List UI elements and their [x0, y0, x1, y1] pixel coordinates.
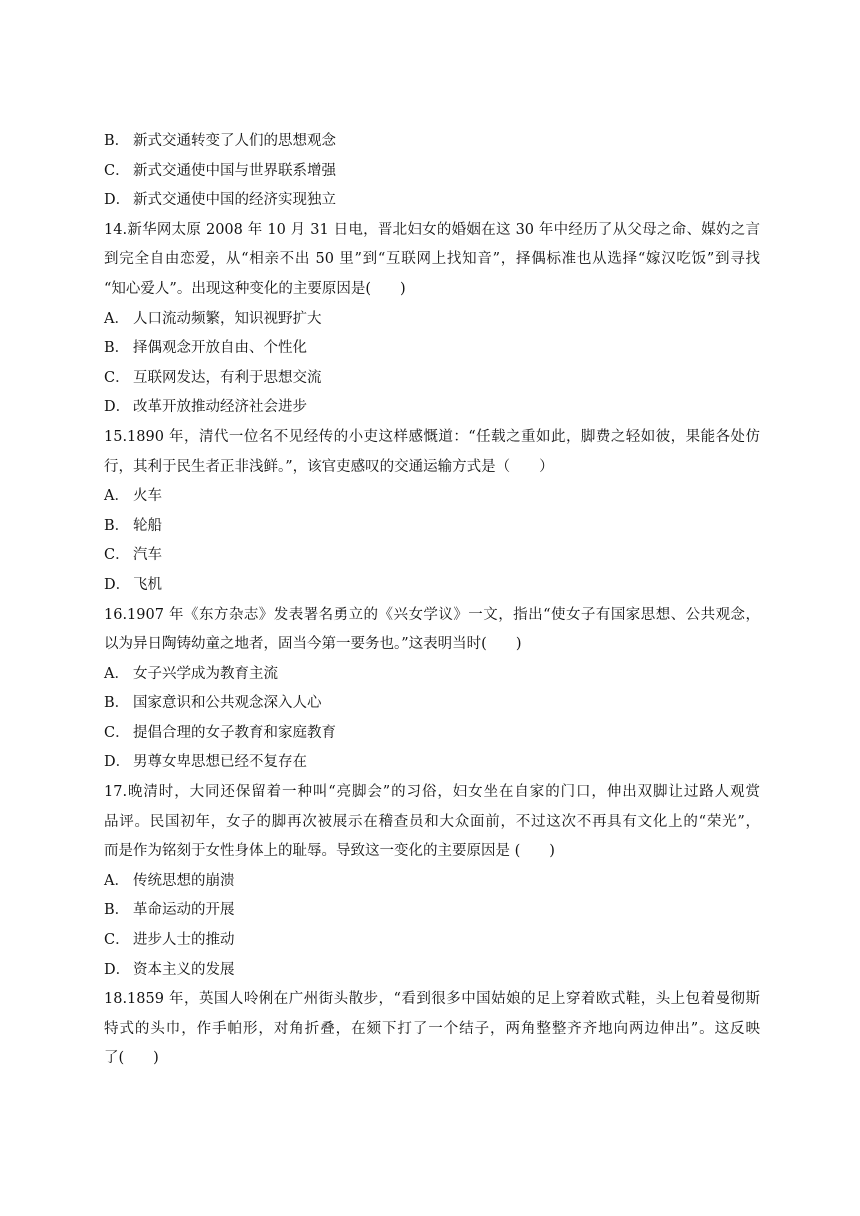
option-letter: D．: [104, 576, 131, 593]
question-15-stem: [104, 423, 760, 482]
option-letter: B．: [104, 133, 130, 149]
option-letter: C．: [104, 369, 130, 386]
question-line: 15.1890 年，清代一位名不见经传的小吏这样感慨道：“任载之重如此，脚费之轻如彼，果能各处仿: [104, 428, 760, 445]
option-letter: B．: [104, 695, 130, 712]
question-line: 了( ): [104, 1050, 159, 1067]
option-letter: C．: [104, 162, 130, 179]
question-line: “知心爱人”。出现这种变化的主要原因是( ): [104, 280, 406, 297]
question-line: 18.1859 年，英国人呤俐在广州街头散步，“看到很多中国姑娘的足上穿着欧式鞋，头上包着曼彻斯: [104, 991, 760, 1008]
option-letter: A．: [104, 872, 129, 889]
option-letter: B．: [104, 517, 130, 534]
option-b: [104, 127, 760, 157]
question-15-option-b: [104, 512, 760, 542]
question-line: 特式的头巾，作手帕形，对角折叠，在颏下打了一个结子，两角整整齐齐地向两边伸出”。这反映: [104, 1020, 760, 1037]
option-text: 女子兴学成为教育主流: [133, 665, 278, 682]
option-letter: C．: [104, 724, 130, 741]
question-line: 行，其利于民生者正非浅鲜。”，该官吏感叹的交通运输方式是（ ）: [104, 458, 554, 475]
option-d: [104, 186, 760, 216]
option-letter: A．: [104, 665, 129, 682]
question-line: 到完全自由恋爱，从“相亲不出 50 里”到“互联网上找知音”，择偶标准也从选择“嫁汉吃饭”到寻找: [104, 251, 760, 268]
question-line: 以为异日陶铸幼童之地者，固当今第一要务也。”这表明当时( ): [104, 636, 522, 653]
question-17-option-b: [104, 896, 760, 926]
option-c: [104, 157, 760, 187]
question-15-option-d: [104, 571, 760, 601]
question-16-option-a: [104, 660, 760, 690]
option-text: 人口流动频繁，知识视野扩大: [133, 310, 322, 327]
option-letter: D．: [104, 399, 131, 416]
option-letter: C．: [104, 932, 130, 949]
question-line: 17.晚清时，大同还保留着一种叫“亮脚会”的习俗，妇女坐在自家的门口，伸出双脚让过路人观赏: [104, 784, 760, 801]
option-text: 提倡合理的女子教育和家庭教育: [133, 724, 336, 741]
option-text: 新式交通使中国与世界联系增强: [133, 162, 336, 179]
question-16-option-c: [104, 719, 760, 749]
option-letter: A．: [104, 310, 129, 327]
option-text: 资本主义的发展: [133, 961, 235, 978]
option-text: 进步人士的推动: [133, 932, 235, 949]
question-14-stem: [104, 216, 760, 305]
option-letter: A．: [104, 488, 129, 505]
question-15-option-c: [104, 541, 760, 571]
option-text: 汽车: [133, 547, 162, 564]
question-17-option-c: [104, 926, 760, 956]
question-17-option-d: [104, 956, 760, 986]
option-text: 男尊女卑思想已经不复存在: [133, 754, 307, 771]
option-text: 互联网发达，有利于思想交流: [133, 369, 322, 386]
option-text: 火车: [133, 488, 162, 505]
question-17-stem: [104, 778, 760, 867]
option-text: 轮船: [133, 517, 162, 534]
question-14-option-a: [104, 305, 760, 335]
question-14-option-d: [104, 393, 760, 423]
option-text: 飞机: [133, 576, 162, 593]
option-text: 择偶观念开放自由、个性化: [133, 340, 307, 357]
question-16-option-d: [104, 748, 760, 778]
option-text: 新式交通使中国的经济实现独立: [133, 192, 336, 209]
option-text: 改革开放推动经济社会进步: [133, 399, 307, 416]
question-14-option-b: [104, 334, 760, 364]
option-text: 革命运动的开展: [133, 902, 235, 919]
option-text: 传统思想的崩溃: [133, 872, 235, 889]
option-letter: B．: [104, 340, 130, 357]
question-line: 16.1907 年《东方杂志》发表署名勇立的《兴女学议》一文，指出“使女子有国家思想、公共观念，: [104, 606, 760, 623]
question-17-option-a: [104, 867, 760, 897]
option-letter: D．: [104, 961, 131, 978]
question-line: 14.新华网太原 2008 年 10 月 31 日电，晋北妇女的婚姻在这 30 年中经历了从父母之命、媒妁之言: [104, 221, 760, 238]
option-letter: D．: [104, 192, 131, 209]
option-text: 新式交通转变了人们的思想观念: [133, 133, 336, 149]
question-line: 品评。民国初年，女子的脚再次被展示在稽查员和大众面前，不过这次不再具有文化上的“荣光”，: [104, 813, 760, 830]
question-16-option-b: [104, 689, 760, 719]
question-16-stem: [104, 601, 760, 660]
option-letter: C．: [104, 547, 130, 564]
option-letter: D．: [104, 754, 131, 771]
question-line: 而是作为铭刻于女性身体上的耻辱。导致这一变化的主要原因是 ( ): [104, 843, 555, 860]
page-content: [104, 127, 760, 1074]
question-15-option-a: [104, 482, 760, 512]
question-14-option-c: [104, 364, 760, 394]
question-18-stem: [104, 985, 760, 1074]
option-text: 国家意识和公共观念深入人心: [133, 695, 322, 712]
option-letter: B．: [104, 902, 130, 919]
